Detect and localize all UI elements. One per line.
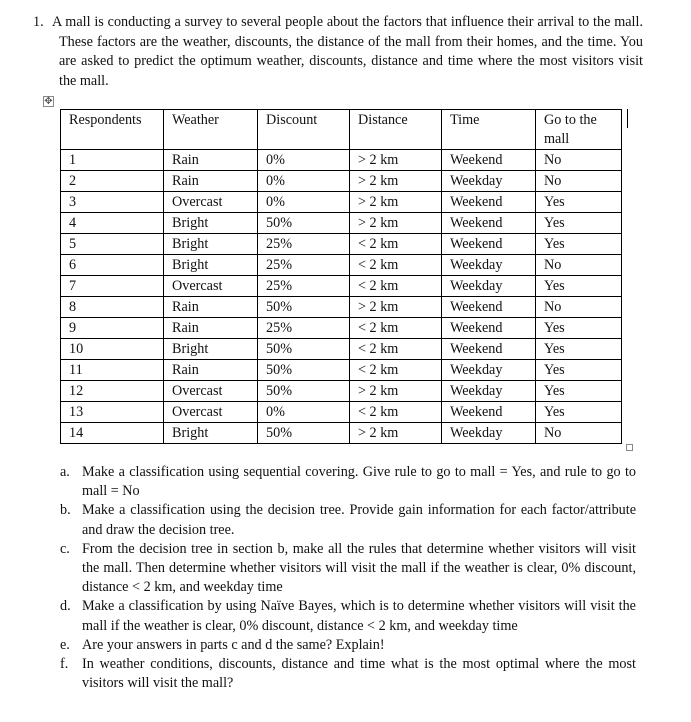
table-cell: Yes [536,360,622,381]
table-cell: Weekday [442,423,536,444]
table-resize-handle[interactable] [626,444,633,451]
table-cell: Bright [164,213,258,234]
question-list [60,463,636,693]
table-cell: 6 [61,255,164,276]
question-label: d. [60,598,71,615]
table-cell: 50% [258,423,350,444]
question-item [60,463,636,501]
table-cell: 2 [61,171,164,192]
column-header: Discount [258,110,350,150]
table-cell: 13 [61,402,164,423]
table-cell: 0% [258,402,350,423]
table-row [61,297,622,318]
table-cell: 11 [61,360,164,381]
table-cell: Yes [536,276,622,297]
column-header: Distance [350,110,442,150]
table-cell: Overcast [164,276,258,297]
problem-text: A mall is conducting a survey to several people about the factors that influence their arrival to the mall. These factors are the weather, discounts, the distance of the mall from their homes, and the time. You are asked to predict the optimum weather, discounts, distance and time where the most visitors visit the mall. [52,14,643,89]
table-cell: Weekend [442,297,536,318]
table-cell: Yes [536,318,622,339]
table-cell: 1 [61,150,164,171]
text-cursor [627,109,628,128]
column-header: Time [442,110,536,150]
question-item [60,501,636,539]
table-cell: Overcast [164,402,258,423]
table-cell: < 2 km [350,339,442,360]
table-row [61,192,622,213]
table-cell: Bright [164,234,258,255]
table-cell: > 2 km [350,213,442,234]
table-cell: 4 [61,213,164,234]
table-cell: No [536,150,622,171]
table-cell: Weekend [442,213,536,234]
table-cell: No [536,255,622,276]
table-row [61,423,622,444]
question-label: f. [60,656,69,673]
table-cell: Yes [536,402,622,423]
table-cell: 3 [61,192,164,213]
table-row [61,360,622,381]
question-item [60,597,636,635]
question-text: Make a classification using the decision tree. Provide gain information for each factor/attribute and draw the decision tree. [82,502,636,538]
table-cell: < 2 km [350,360,442,381]
table-cell: 50% [258,297,350,318]
table-cell: Yes [536,213,622,234]
table-cell: < 2 km [350,276,442,297]
table-cell: > 2 km [350,423,442,444]
table-cell: 50% [258,360,350,381]
table-cell: Weekend [442,192,536,213]
table-cell: Weekend [442,150,536,171]
move-anchor-icon[interactable]: ✥ [44,96,53,107]
question-label: e. [60,636,70,653]
table-row [61,150,622,171]
table-cell: Rain [164,297,258,318]
table-cell: 0% [258,150,350,171]
table-cell: 5 [61,234,164,255]
table-cell: Weekday [442,255,536,276]
table-cell: 10 [61,339,164,360]
table-cell: 25% [258,318,350,339]
table-cell: Rain [164,318,258,339]
table-cell: Weekend [442,234,536,255]
table-cell: > 2 km [350,381,442,402]
question-item [60,540,636,598]
table-row [61,339,622,360]
table-cell: Yes [536,192,622,213]
column-header: Weather [164,110,258,150]
table-cell: Rain [164,360,258,381]
column-header: Go to the mall [536,110,622,150]
table-cell: 0% [258,192,350,213]
table-cell: Bright [164,255,258,276]
table-cell: Bright [164,339,258,360]
survey-table [60,109,622,444]
table-cell: < 2 km [350,318,442,339]
question-text: Are your answers in parts c and d the same? Explain! [82,636,385,653]
table-row [61,171,622,192]
table-cell: 14 [61,423,164,444]
table-row [61,318,622,339]
table-cell: Weekend [442,339,536,360]
table-cell: 50% [258,213,350,234]
table-cell: Weekend [442,402,536,423]
question-text: Make a classification by using Naïve Bayes, which is to determine whether visitors will visit the mall if the weather is clear, 0% discount, distance < 2 km, and weekday time [82,598,636,634]
problem-statement [33,13,643,91]
question-item [60,655,636,693]
table-cell: 50% [258,381,350,402]
table-cell: < 2 km [350,402,442,423]
table-cell: Overcast [164,381,258,402]
table-row [61,402,622,423]
table-cell: Bright [164,423,258,444]
column-header: Respondents [61,110,164,150]
table-cell: No [536,423,622,444]
table-row [61,255,622,276]
table-row [61,234,622,255]
table-cell: > 2 km [350,150,442,171]
table-cell: Weekend [442,318,536,339]
table-cell: > 2 km [350,192,442,213]
table-cell: Yes [536,234,622,255]
table-cell: Weekday [442,381,536,402]
table-cell: < 2 km [350,255,442,276]
table-cell: No [536,171,622,192]
table-cell: 25% [258,276,350,297]
table-cell: > 2 km [350,171,442,192]
table-cell: Rain [164,171,258,192]
table-cell: 9 [61,318,164,339]
table-cell: No [536,297,622,318]
question-label: a. [60,464,70,480]
table-row [61,381,622,402]
table-cell: Weekday [442,360,536,381]
table-cell: > 2 km [350,297,442,318]
question-text: Make a classification using sequential covering. Give rule to go to mall = Yes, and rule to go to mall = No [82,464,636,500]
table-cell: Weekday [442,171,536,192]
table-cell: 7 [61,276,164,297]
table-cell: < 2 km [350,234,442,255]
table-cell: Weekday [442,276,536,297]
question-item [60,636,636,655]
question-label: b. [60,502,71,519]
question-text: In weather conditions, discounts, distance and time what is the most optimal where the most visitors will visit the mall? [82,656,636,692]
table-cell: Overcast [164,192,258,213]
table-cell: 25% [258,255,350,276]
question-label: c. [60,540,70,557]
table-cell: Yes [536,339,622,360]
problem-number: 1. [33,14,44,30]
table-cell: 0% [258,171,350,192]
table-cell: 25% [258,234,350,255]
table-cell: Yes [536,381,622,402]
table-cell: 50% [258,339,350,360]
question-text: From the decision tree in section b, make all the rules that determine whether visitors will visit the mall. Then determine whether visitors will visit the mall if the weather is clear, 0% discount, distance < 2 km, and weekday time [82,540,636,596]
table-cell: Rain [164,150,258,171]
table-header-row [61,110,622,150]
table-row [61,276,622,297]
table-cell: 12 [61,381,164,402]
table-row [61,213,622,234]
table-cell: 8 [61,297,164,318]
